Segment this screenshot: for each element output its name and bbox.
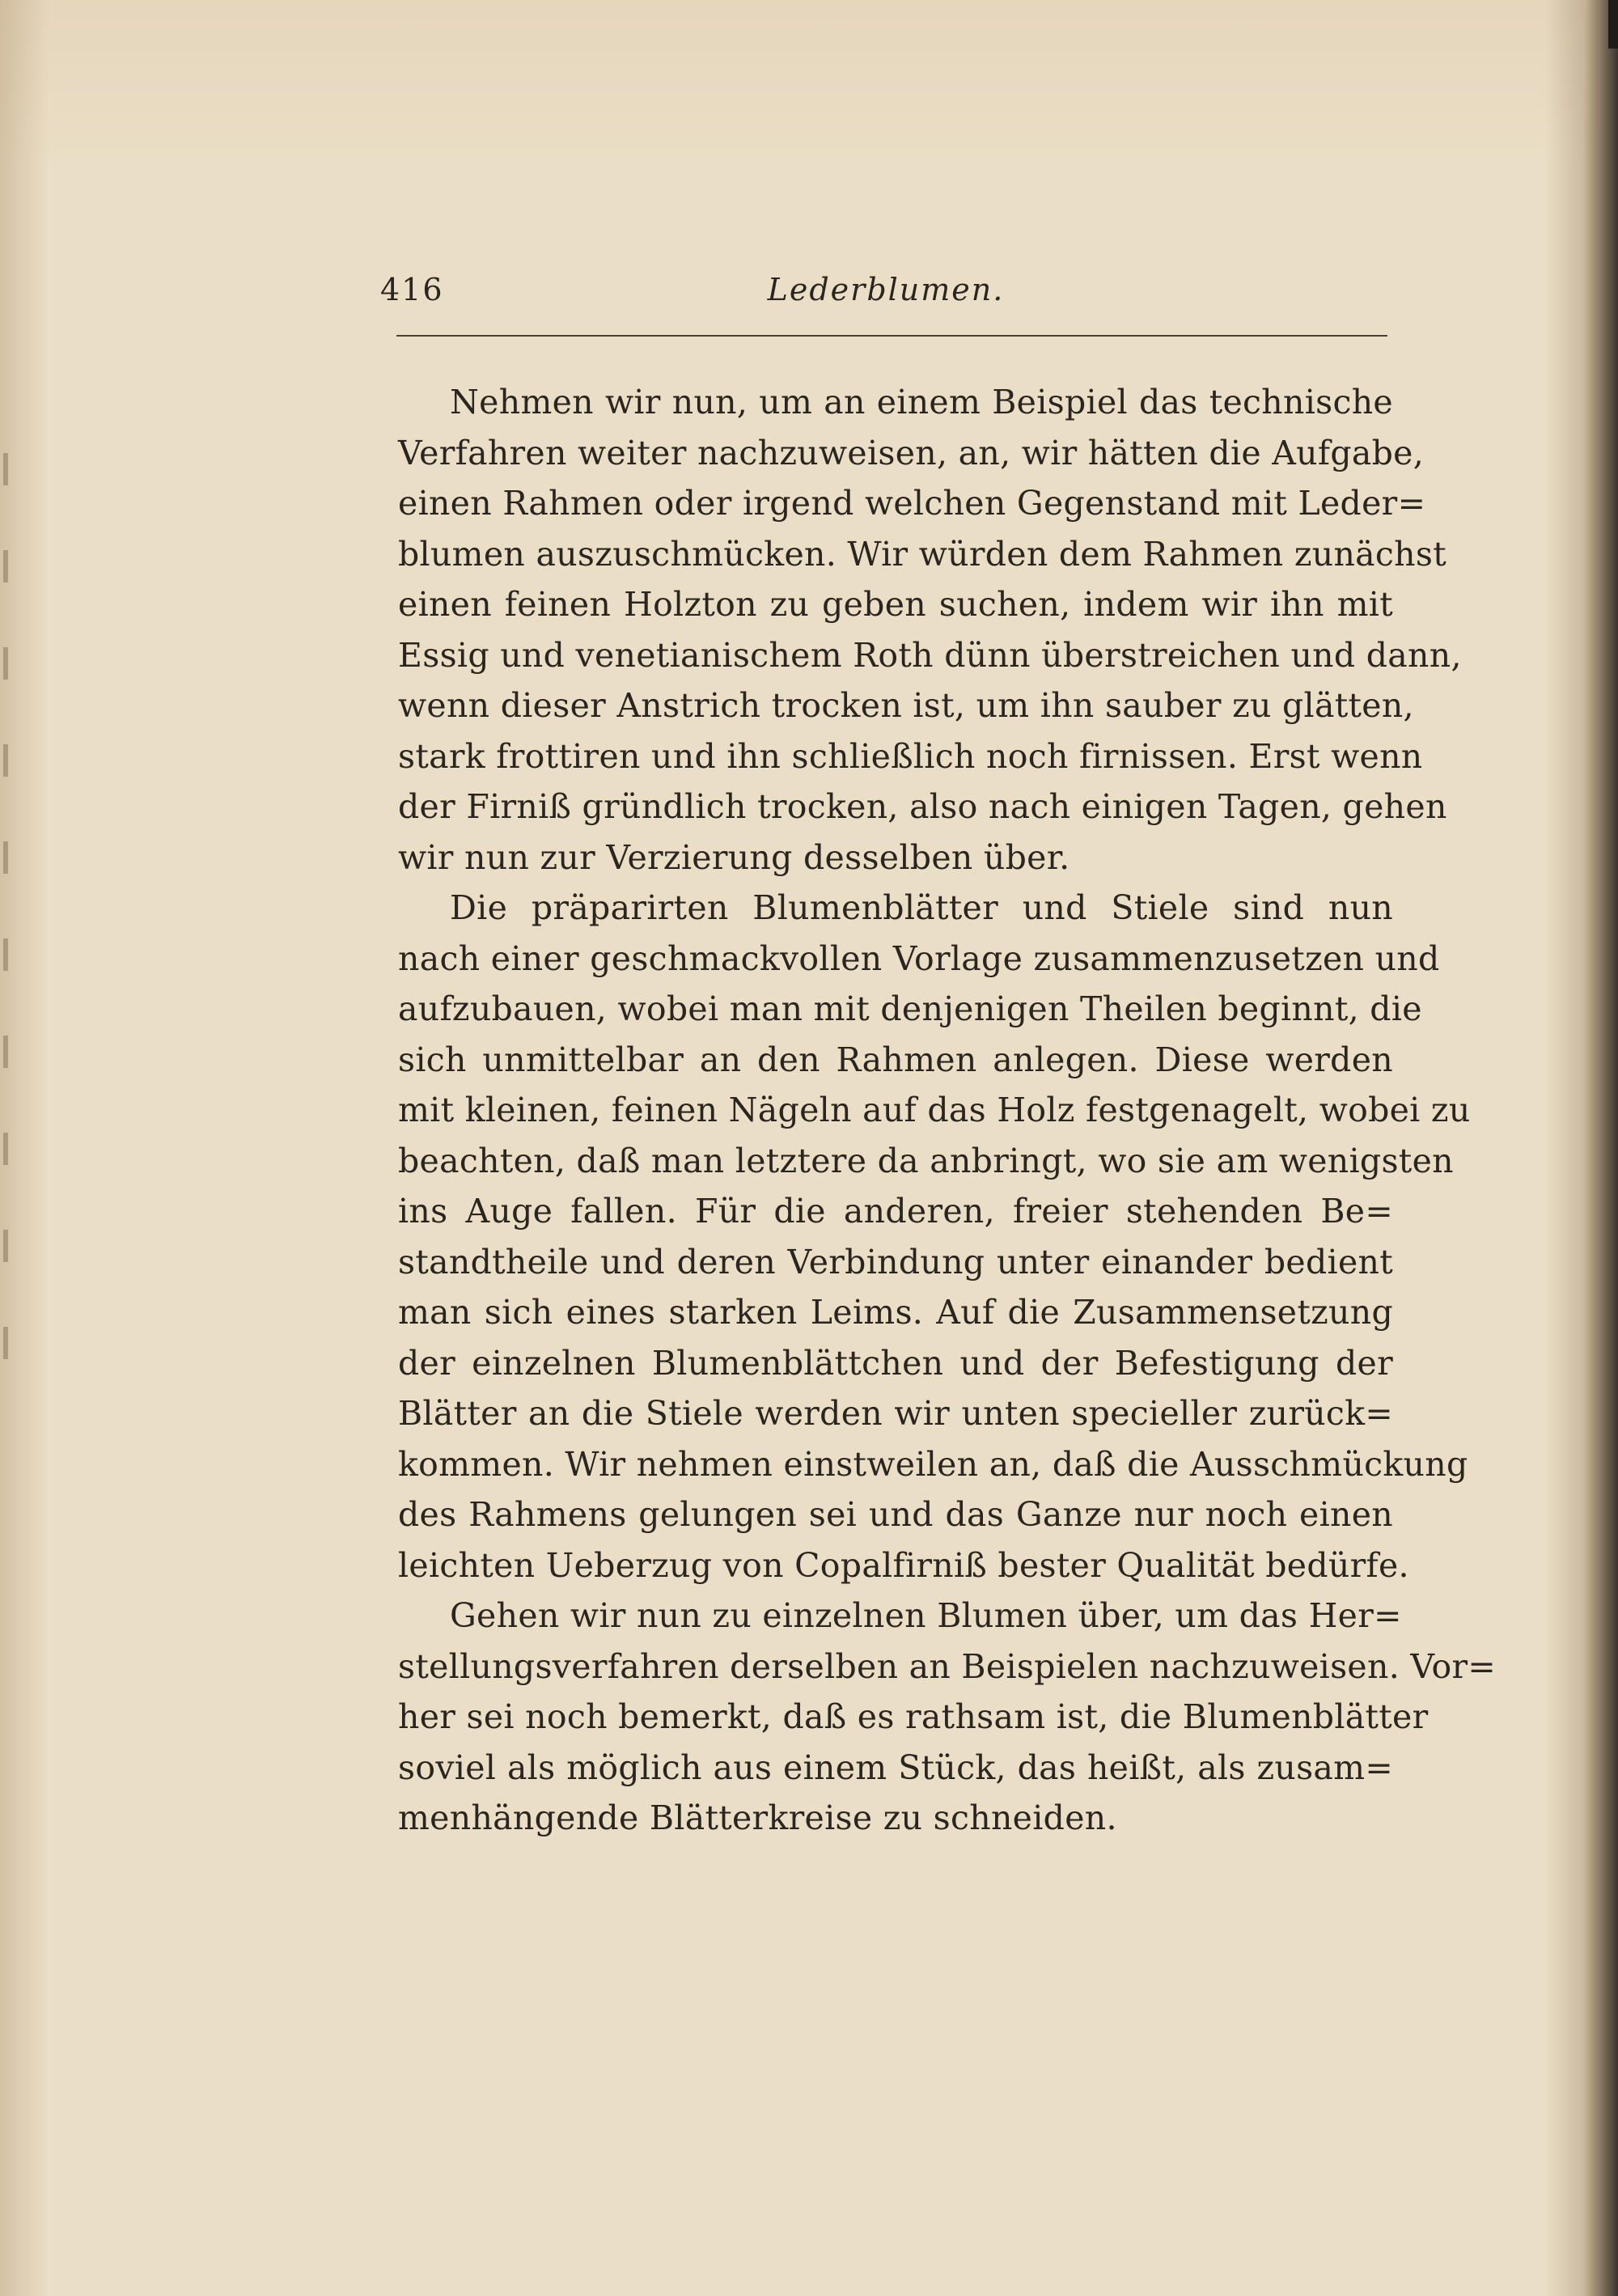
header-rule bbox=[396, 335, 1387, 337]
text-line: aufzubauen, wobei man mit denjenigen Theilen beginnt, die bbox=[398, 989, 1422, 1028]
text-line: leichten Ueberzug von Copalfirniß bester Qualität bedürfe. bbox=[398, 1545, 1409, 1585]
text-line: Nehmen wir nun, um an einem Beispiel das technische bbox=[450, 383, 1393, 421]
text-line: einen feinen Holzton zu geben suchen, indem wir ihn mit bbox=[398, 585, 1393, 624]
text-line: kommen. Wir nehmen einstweilen an, daß die Ausschmückung bbox=[398, 1444, 1468, 1484]
text-line: mit kleinen, feinen Nägeln auf das Holz festgenagelt, wobei zu bbox=[398, 1091, 1471, 1129]
text-line: Gehen wir nun zu einzelnen Blumen über, um das Her= bbox=[450, 1596, 1402, 1635]
text-line: Essig und venetianischem Roth dünn überstreichen und dann, bbox=[398, 635, 1462, 675]
text-line: menhängende Blätterkreise zu schneiden. bbox=[398, 1798, 1117, 1837]
text-line: Verfahren weiter nachzuweisen, an, wir hätten die Aufgabe, bbox=[398, 433, 1425, 472]
text-line: Blätter an die Stiele werden wir unten specieller zurück= bbox=[398, 1394, 1393, 1433]
text-line: man sich eines starken Leims. Auf die Zusammensetzung bbox=[398, 1293, 1393, 1332]
page-number: 416 bbox=[380, 272, 444, 307]
text-line: der einzelnen Blumenblättchen und der Befestigung der bbox=[398, 1343, 1393, 1383]
body-text bbox=[398, 377, 1497, 1844]
binding-marks bbox=[3, 453, 8, 1424]
text-line: her sei noch bemerkt, daß es rathsam ist, die Blumenblätter bbox=[398, 1697, 1429, 1736]
text-line: soviel als möglich aus einem Stück, das heißt, als zusam= bbox=[398, 1747, 1393, 1787]
text-line: der Firniß gründlich trocken, also nach einigen Tagen, gehen bbox=[398, 787, 1447, 826]
text-line: stellungsverfahren derselben an Beispielen nachzuweisen. Vor= bbox=[398, 1646, 1497, 1686]
page-edge-shadow bbox=[1584, 0, 1618, 2296]
text-line: nach einer geschmackvollen Vorlage zusammenzusetzen und bbox=[398, 938, 1440, 978]
text-line: wir nun zur Verzierung desselben über. bbox=[398, 837, 1070, 877]
text-line: einen Rahmen oder irgend welchen Gegenstand mit Leder= bbox=[398, 484, 1426, 523]
text-line: ins Auge fallen. Für die anderen, freier stehenden Be= bbox=[398, 1192, 1393, 1231]
page-header bbox=[380, 272, 1391, 320]
text-line: Die präparirten Blumenblätter und Stiele sind nun bbox=[450, 888, 1393, 927]
text-line: standtheile und deren Verbindung unter einander bedient bbox=[398, 1242, 1393, 1281]
text-line: stark frottiren und ihn schließlich noch firnissen. Erst wenn bbox=[398, 736, 1423, 776]
text-line: sich unmittelbar an den Rahmen anlegen. Diese werden bbox=[398, 1040, 1393, 1079]
running-title: Lederblumen. bbox=[767, 272, 1005, 307]
text-line: blumen auszuschmücken. Wir würden dem Rahmen zunächst bbox=[398, 534, 1446, 574]
scanner-edge-strip bbox=[1608, 0, 1618, 49]
text-line: des Rahmens gelungen sei und das Ganze nur noch einen bbox=[398, 1495, 1393, 1534]
text-line: beachten, daß man letztere da anbringt, wo sie am wenigsten bbox=[398, 1141, 1454, 1180]
text-line: wenn dieser Anstrich trocken ist, um ihn sauber zu glätten, bbox=[398, 686, 1414, 725]
